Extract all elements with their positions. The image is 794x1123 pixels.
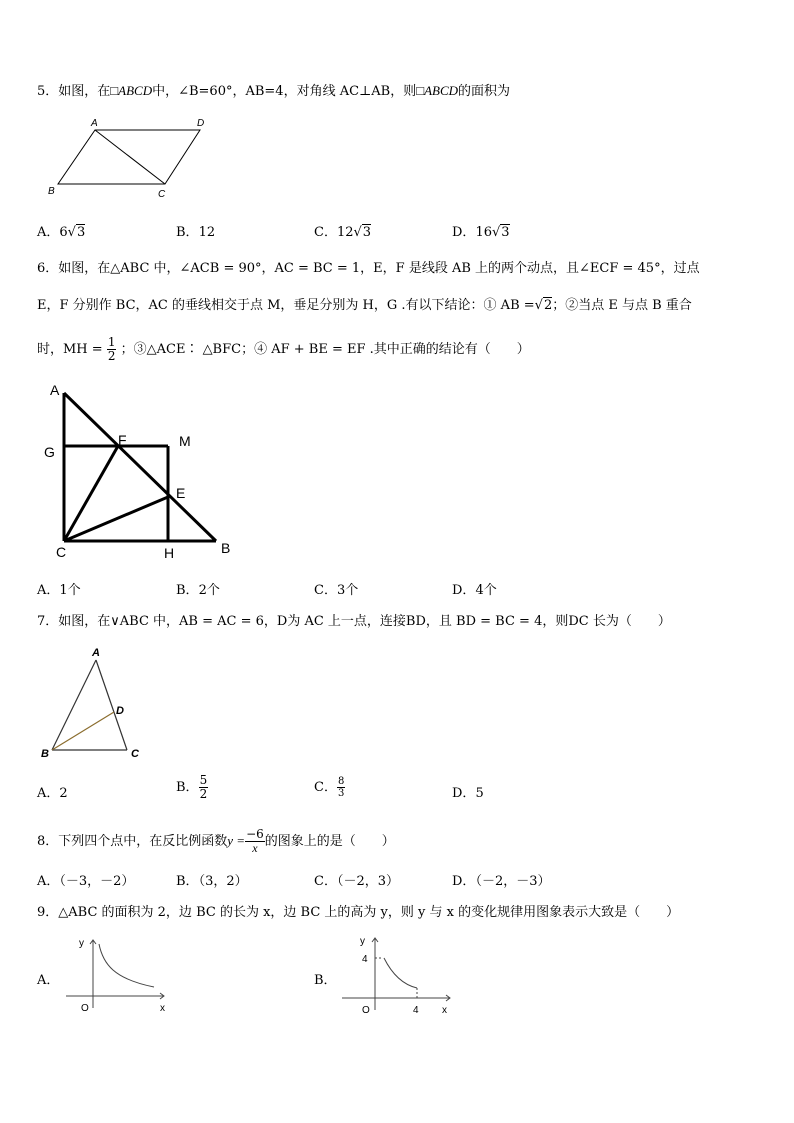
q6-label-g: G [44,444,55,460]
q6-side-ab [64,393,216,541]
q9-stem: 9．△ABC 的面积为 2，边 BC 的长为 x，边 BC 上的高为 y，则 y 与 x 的变化规律用图象表示大致是（ ） [37,905,680,920]
q8-option-d[interactable]: D．（－2，－3） [452,874,551,889]
q9-b-x-tick-label: 4 [413,1005,419,1016]
q7-option-d[interactable]: D．5 [452,786,484,801]
q5-shape-b: □ABCD [416,83,459,98]
q5-option-d[interactable]: D．16√3 [452,225,510,240]
q8-option-a[interactable]: A．（－3，－2） [37,874,135,889]
q8-function-fraction: $\frac{-6}{x}$ [246,827,264,855]
q5-label-c: C [158,189,166,200]
q7-label-b: B [41,748,49,760]
q5-option-c[interactable]: C．12√3 [314,225,372,240]
q7-option-b[interactable]: B． $\frac{5}{2}$ [176,773,208,801]
q7-label-a: A [92,647,100,659]
q6-label-a: A [50,382,60,398]
q6-option-d[interactable]: D．4个 [452,583,497,598]
q6-stem-line2: E，F 分别作 BC，AC 的垂线相交于点 M，垂足分别为 H，G .有以下结论：① AB =√2；②当点 E 与点 B 重合 [37,298,692,313]
q6-option-b[interactable]: B．2个 [176,583,220,598]
q7-label-c: C [131,748,139,760]
q6-option-a[interactable]: A．1个 [37,583,81,598]
q6-label-h: H [164,545,175,561]
sqrt-sign-icon: √ [67,225,76,240]
q5-text-c: 的面积为 [458,84,511,99]
q8-stem: 8．下列四个点中，在反比例函数y = $\frac{-6}{x}$ 的图象上的是（ ） [37,827,395,855]
q9-b-curve [384,958,417,988]
q5-shape-a: □ABCD [110,83,153,98]
q9-a-x-label: x [160,1003,165,1014]
q5-number: 5． [37,84,59,99]
q5-option-a[interactable]: A．6√3 [37,225,86,240]
sqrt-sign-icon: √ [534,298,543,313]
q6-stem-line3: 时，MH = $\frac{1}{2}$ ；③△ACE∶ △BFC；④ AF + BE = EF .其中正确的结论有（ ） [37,335,530,363]
q6-label-m: M [179,433,191,449]
q9-option-b-graph [338,934,458,1018]
q6-fraction: $\frac{1}{2}$ [107,335,116,363]
q7-label-d: D [116,705,124,717]
q5-text-b: 中，∠B=60°，AB=4，对角线 AC⊥AB，则 [152,84,417,99]
q9-option-a-letter[interactable]: A． [37,973,60,988]
q6-stem-line1: 6．如图，在△ABC 中，∠ACB = 90°，AC = BC = 1，E，F 是线段 AB 上的两个动点，且∠ECF = 45°，过点 [37,261,700,276]
q9-b-y-tick-label: 4 [362,954,368,965]
q5-parallelogram-figure [40,112,220,202]
q6-segment-ce [64,497,168,541]
q9-b-x-label: x [442,1005,447,1016]
q8-option-c[interactable]: C．（－2，3） [314,874,399,889]
q9-b-y-label: y [360,936,365,947]
q7-stem: 7．如图，在∨ABC 中，AB = AC = 6，D为 AC 上一点，连接BD，且 BD = BC = 4，则DC 长为（ ） [37,614,671,629]
q5-text-a: 如图，在 [58,84,111,99]
q6-label-e: E [176,485,186,501]
q5-label-b: B [48,186,55,197]
q5-parallelogram [58,130,200,184]
q9-a-y-label: y [79,938,84,949]
q9-b-origin-label: O [362,1005,370,1016]
q5-stem [37,82,510,101]
q9-option-a-graph [62,934,172,1016]
q5-label-a: A [91,118,98,129]
q5-option-b[interactable]: B．12 [176,225,216,240]
q5-diagonal-ac [95,130,165,184]
q7-option-c[interactable]: C． $\frac{8}{3}$ [314,776,345,799]
q6-label-c: C [56,544,67,560]
q7-triangle-figure [38,644,158,764]
sqrt-sign-icon: √ [353,225,362,240]
sqrt-sign-icon: √ [491,225,501,240]
q6-label-b: B [221,540,231,556]
q7-option-a[interactable]: A．2 [37,786,68,801]
q6-segment-cf [64,446,118,541]
q8-option-b[interactable]: B．（3，2） [176,874,248,889]
q6-label-f: F [118,432,127,448]
q6-triangle-figure [40,375,250,565]
q9-a-curve [99,944,154,987]
q5-label-d: D [197,118,205,129]
q9-a-origin-label: O [81,1003,89,1014]
q6-option-c[interactable]: C．3个 [314,583,359,598]
q9-option-b-letter[interactable]: B． [314,973,337,988]
